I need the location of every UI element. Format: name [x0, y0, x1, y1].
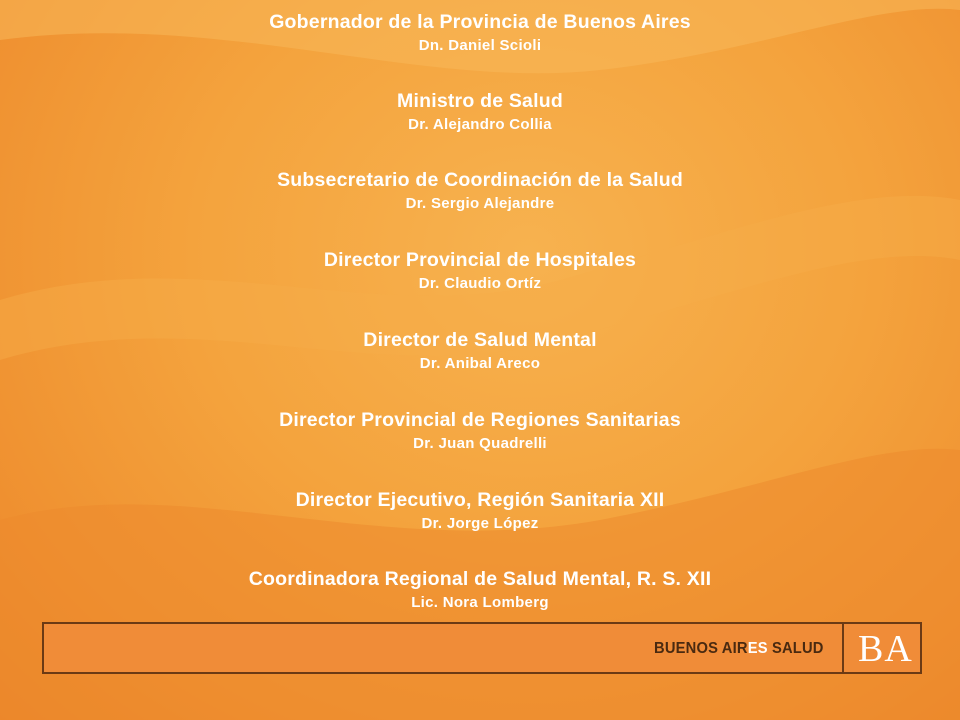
- credit-role: Director Provincial de Regiones Sanitarias: [279, 409, 681, 431]
- credit-person: Dr. Claudio Ortíz: [418, 275, 542, 292]
- credit-role: Director Provincial de Hospitales: [323, 249, 637, 271]
- credit-entry: [0, 10, 960, 56]
- credit-entry: [0, 488, 960, 534]
- ba-logo: BA: [858, 628, 913, 670]
- credit-entry: [0, 248, 960, 294]
- credit-entry: [0, 328, 960, 374]
- brand-text-part1: BUENOS AIR: [654, 640, 748, 657]
- credit-person: Dr. Juan Quadrelli: [413, 435, 547, 452]
- credit-person: Dr. Alejandro Collia: [408, 116, 552, 133]
- credit-entry: [0, 168, 960, 214]
- brand-wordmark: [654, 640, 824, 658]
- credit-person: Dr. Sergio Alejandre: [405, 195, 555, 212]
- credit-role: Director Ejecutivo, Región Sanitaria XII: [295, 489, 665, 511]
- credit-person: Dr. Anibal Areco: [419, 355, 541, 372]
- credit-entry: [0, 89, 960, 135]
- credit-role: Gobernador de la Provincia de Buenos Aires: [269, 11, 691, 33]
- credit-role: Ministro de Salud: [397, 90, 563, 112]
- footer-divider: [842, 624, 844, 672]
- credit-person: Dn. Daniel Scioli: [418, 37, 542, 54]
- brand-text-accent: ES: [747, 640, 768, 657]
- credit-person: Lic. Nora Lomberg: [411, 594, 549, 611]
- credit-role: Coordinadora Regional de Salud Mental, R. S. XII: [248, 568, 712, 590]
- credit-person: Dr. Jorge López: [421, 515, 539, 532]
- credit-entry: [0, 567, 960, 613]
- footer-bar: [42, 622, 922, 674]
- brand-text-part3: SALUD: [767, 640, 824, 657]
- credit-entry: [0, 408, 960, 454]
- credit-role: Subsecretario de Coordinación de la Salud: [277, 169, 683, 191]
- credit-role: Director de Salud Mental: [363, 329, 597, 351]
